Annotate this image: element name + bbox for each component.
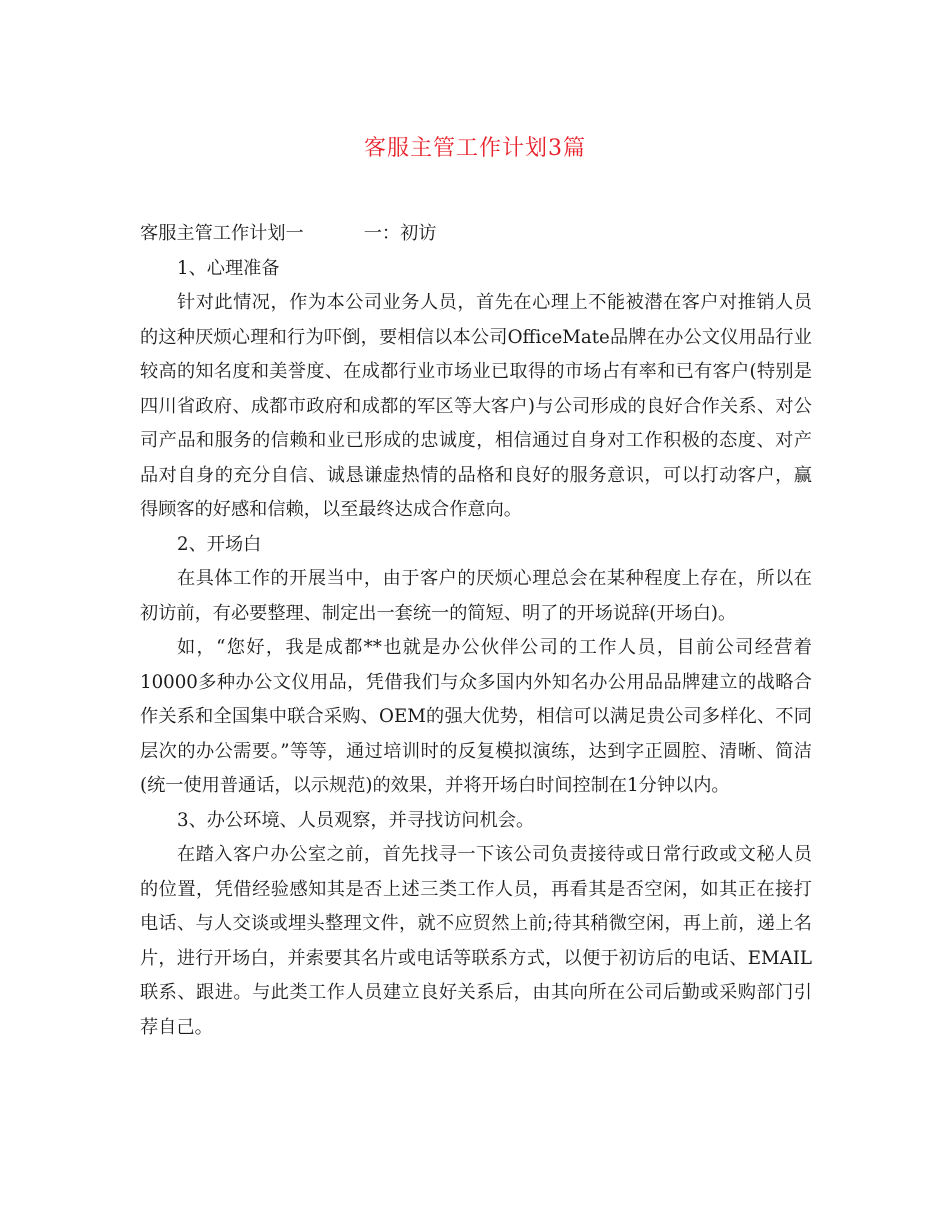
document-title: 客服主管工作计划3篇 xyxy=(364,136,586,161)
section1-paragraph: 针对此情况，作为本公司业务人员，首先在心理上不能被潜在客户对推销人员的这种厌烦心理和行为吓倒，要相信以本公司OfficeMate品牌在办公文仪用品行业较高的知名度和美誉度、在成都行业市场业已取得的市场占有率和已有客户(特别是四川省政府、成都市政府和成都的军区等大客户)与公司形成的良好合作关系、对公司产品和服务的信赖和业已形成的忠诚度，相信通过自身对工作积极的态度、对产品对自身的充分自信、诚恳谦虚热情的品格和良好的服务意识，可以打动客户，赢得顾客的好感和信赖，以至最终达成合作意向。 xyxy=(140,292,812,520)
section3-paragraph: 在踏入客户办公室之前，首先找寻一下该公司负责接待或日常行政或文秘人员的位置，凭借经验感知其是否上述三类工作人员，再看其是否空闲，如其正在接打电话、与人交谈或埋头整理文件，就不应贸然上前;待其稍微空闲，再上前，递上名片，进行开场白，并索要其名片或电话等联系方式，以便于初访后的电话、EMAIL联系、跟进。与此类工作人员建立良好关系后，由其向所在公司后勤或采购部门引荐自己。 xyxy=(140,844,812,1038)
section2-paragraph-1: 在具体工作的开展当中，由于客户的厌烦心理总会在某种程度上存在，所以在初访前，有必要整理、制定出一套统一的简短、明了的开场说辞(开场白)。 xyxy=(140,568,812,624)
section2-paragraph-2: 如，“您好，我是成都**也就是办公伙伴公司的工作人员，目前公司经营着10000多种办公文仪用品，凭借我们与众多国内外知名办公用品品牌建立的战略合作关系和全国集中联合采购、OEM的强大优势，相信可以满足贵公司多样化、不同层次的办公需要。”等等，通过培训时的反复模拟演练，达到字正圆腔、清晰、简洁(统一使用普通话，以示规范)的效果，并将开场白时间控制在1分钟以内。 xyxy=(140,637,812,796)
section2-heading: 2、开场白 xyxy=(177,533,262,555)
section1-heading: 1、心理准备 xyxy=(177,257,280,279)
section3-heading: 3、办公环境、人员观察，并寻找访问机会。 xyxy=(177,809,535,831)
document-body xyxy=(140,217,812,1045)
intro-right-text: 一：初访 xyxy=(363,223,437,244)
intro-left-text: 客服主管工作计划一 xyxy=(140,223,304,244)
intro-line xyxy=(140,217,812,252)
